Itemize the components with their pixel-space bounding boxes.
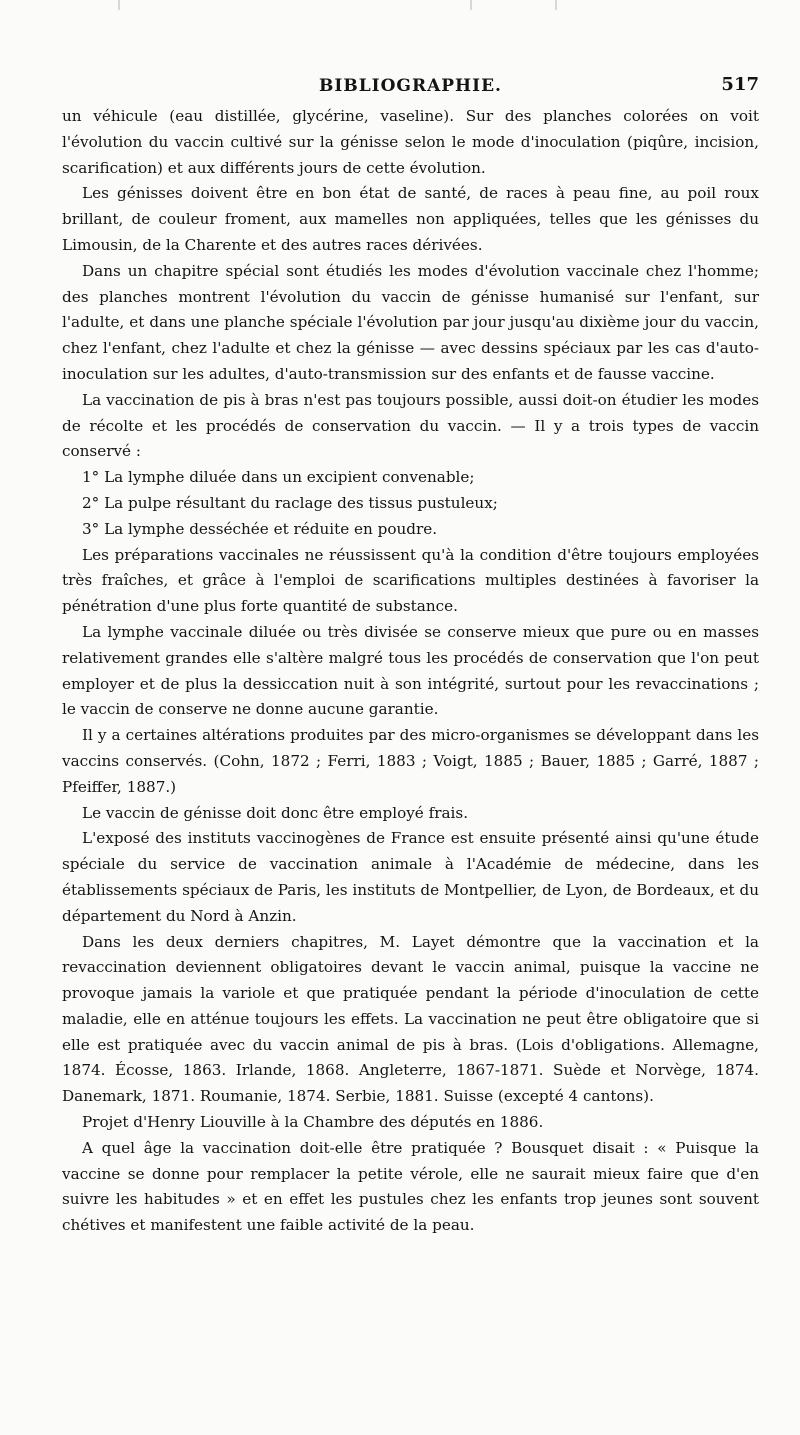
paragraph: Les préparations vaccinales ne réussissent qu'à la condition d'être toujours employées très fraîches, et grâce à l'emploi de scarifications multiples destinées à favoriser la pénétration d'une plus forte quantité de substance. bbox=[62, 545, 759, 616]
paragraph: La vaccination de pis à bras n'est pas toujours possible, aussi doit-on étudier les modes de récolte et les procédés de conservation du vaccin. — Il y a trois types de vaccin conservé : bbox=[62, 390, 759, 461]
list-item: 1° La lymphe diluée dans un excipient convenable; bbox=[82, 468, 475, 487]
running-title: BIBLIOGRAPHIE. bbox=[319, 76, 502, 96]
body-text bbox=[62, 104, 759, 1239]
list-item: 3° La lymphe desséchée et réduite en poudre. bbox=[82, 519, 438, 538]
edge-mark bbox=[470, 0, 472, 10]
page-header bbox=[62, 74, 759, 100]
paragraph: Il y a certaines altérations produites par des micro-organismes se développant dans les vaccins conservés. (Cohn, 1872 ; Ferri, 1883 ; Voigt, 1885 ; Bauer, 1885 ; Garré, 1887 ; Pfeiffer, 1887.) bbox=[62, 726, 759, 796]
paragraph: Dans les deux derniers chapitres, M. Layet démontre que la vaccination et la revaccination deviennent obligatoires devant le vaccin animal, puisque la vaccine ne provoque jamais la variole et que pratiquée pendant la période d'inoculation de cette maladie, elle en atténue toujours les effets. La vaccination ne peut être obligatoire que si elle est pratiquée avec du vaccin animal de pis à bras. (Lois d'obligations. Allemagne, 1874. Écosse, 1863. Irlande, 1868. Angleterre, 1867-1871. Suède et Norvège, 1874. Danemark, 1871. Roumanie, 1874. Serbie, 1881. Suisse (excepté 4 cantons). bbox=[62, 932, 759, 1106]
paragraph: Les génisses doivent être en bon état de santé, de races à peau fine, au poil roux brillant, de couleur froment, aux mamelles non appliquées, telles que les génisses du Limousin, de la Charente et des autres races dérivées. bbox=[62, 184, 759, 254]
paragraph: La lymphe vaccinale diluée ou très divisée se conserve mieux que pure ou en masses relativement grandes elle s'altère malgré tous les procédés de conservation que l'on peut employer et de plus la dessiccation nuit à son intégrité, surtout pour les revaccinations ; le vaccin de conserve ne donne aucune garantie. bbox=[62, 622, 759, 719]
edge-mark bbox=[555, 0, 557, 10]
page-number: 517 bbox=[721, 74, 759, 95]
paragraph: Dans un chapitre spécial sont étudiés les modes d'évolution vaccinale chez l'homme; des planches montrent l'évolution du vaccin de génisse humanisé sur l'enfant, sur l'adulte, et dans une planche spéciale l'évolution par jour jusqu'au dixième jour du vaccin, chez l'enfant, chez l'adulte et chez la génisse — avec dessins spéciaux par les cas d'auto-inoculation sur les adultes, d'auto-transmission sur des enfants et de fausse vaccine. bbox=[62, 261, 759, 383]
edge-mark bbox=[118, 0, 120, 10]
list-item: 2° La pulpe résultant du raclage des tissus pustuleux; bbox=[82, 493, 498, 512]
paragraph: Le vaccin de génisse doit donc être employé frais. bbox=[82, 803, 469, 822]
paragraph: un véhicule (eau distillée, glycérine, vaseline). Sur des planches colorées on voit l'évolution du vaccin cultivé sur la génisse selon le mode d'inoculation (piqûre, incision, scarification) et aux différents jours de cette évolution. bbox=[62, 107, 759, 177]
paragraph: L'exposé des instituts vaccinogènes de France est ensuite présenté ainsi qu'une étude spéciale du service de vaccination animale à l'Académie de médecine, dans les établissements spéciaux de Paris, les instituts de Montpellier, de Lyon, de Bordeaux, et du département du Nord à Anzin. bbox=[62, 829, 759, 925]
paragraph: A quel âge la vaccination doit-elle être pratiquée ? Bousquet disait : « Puisque la vaccine se donne pour remplacer la petite vérole, elle ne saurait mieux faire que d'en suivre les habitudes » et en effet les pustules chez les enfants trop jeunes sont souvent chétives et manifestent une faible activité de la peau. bbox=[62, 1138, 759, 1235]
paragraph: Projet d'Henry Liouville à la Chambre des députés en 1886. bbox=[82, 1113, 544, 1132]
